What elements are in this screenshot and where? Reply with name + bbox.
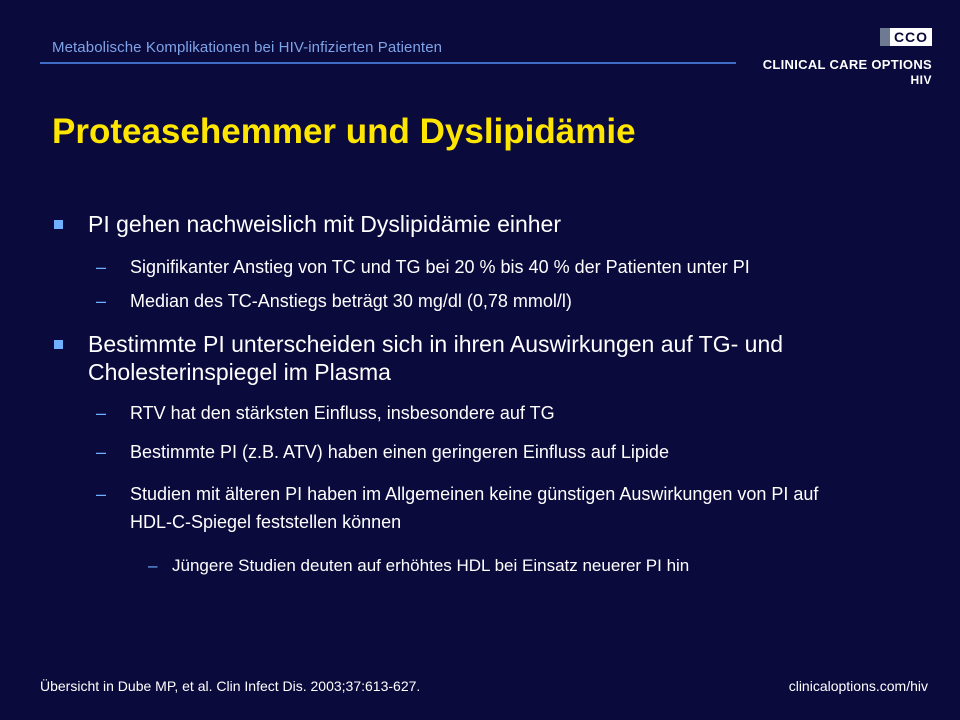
- bullet-1-sub-1-text: Signifikanter Anstieg von TC und TG bei 20 % bis 40 % der Patienten unter PI: [130, 257, 750, 277]
- bullet-2-sub-1-text: RTV hat den stärksten Einfluss, insbesondere auf TG: [130, 403, 555, 423]
- dash-icon: –: [96, 484, 107, 504]
- logo-mark-text: CCO: [890, 28, 932, 46]
- dash-icon: –: [96, 403, 107, 423]
- bullet-1: [54, 210, 934, 238]
- logo-name: CLINICAL CARE OPTIONS: [762, 57, 932, 72]
- bullet-2-sub-3-text: Studien mit älteren PI haben im Allgemeinen keine günstigen Auswirkungen von PI auf HDL-C-Spiegel feststellen können: [130, 484, 819, 532]
- bullet-2-sub-2: [54, 441, 934, 463]
- dash-icon: –: [96, 257, 107, 277]
- dash-icon: –: [148, 556, 158, 575]
- dash-icon: –: [96, 291, 107, 311]
- header-divider: [40, 62, 736, 64]
- footer-url: clinicaloptions.com/hiv: [788, 678, 928, 694]
- dash-icon: –: [96, 442, 107, 462]
- footer-citation: Übersicht in Dube MP, et al. Clin Infect Dis. 2003;37:613-627.: [40, 678, 421, 694]
- bullet-2: [54, 330, 934, 386]
- bullet-square-icon: [54, 340, 63, 349]
- bullet-1-sub-2-text: Median des TC-Anstiegs beträgt 30 mg/dl (0,78 mmol/l): [130, 291, 572, 311]
- bullet-2-sub-1: [54, 402, 934, 424]
- bullet-2-subsub-1: [54, 555, 934, 577]
- bullet-1-sub-1: [54, 256, 934, 278]
- cco-logo-mark: [880, 28, 932, 46]
- slide-title: Proteasehemmer und Dyslipidämie: [52, 112, 636, 151]
- bullet-2-sub-3: [54, 480, 934, 536]
- clinical-care-options-logo: [762, 28, 932, 90]
- bullet-2-text: Bestimmte PI unterscheiden sich in ihren Auswirkungen auf TG- und Cholesterinspiegel im Plasma: [88, 331, 784, 385]
- logo-sub: HIV: [910, 73, 932, 87]
- slide-content: [54, 210, 934, 577]
- bullet-1-sub-2: [54, 290, 934, 312]
- bullet-square-icon: [54, 220, 63, 229]
- bullet-2-sub-2-text: Bestimmte PI (z.B. ATV) haben einen geringeren Einfluss auf Lipide: [130, 442, 669, 462]
- logo-mark-bar: [880, 28, 890, 46]
- bullet-2-subsub-1-text: Jüngere Studien deuten auf erhöhtes HDL bei Einsatz neuerer PI hin: [172, 556, 690, 575]
- bullet-1-text: PI gehen nachweislich mit Dyslipidämie einher: [88, 211, 562, 237]
- header-text: Metabolische Komplikationen bei HIV-infizierten Patienten: [52, 39, 443, 56]
